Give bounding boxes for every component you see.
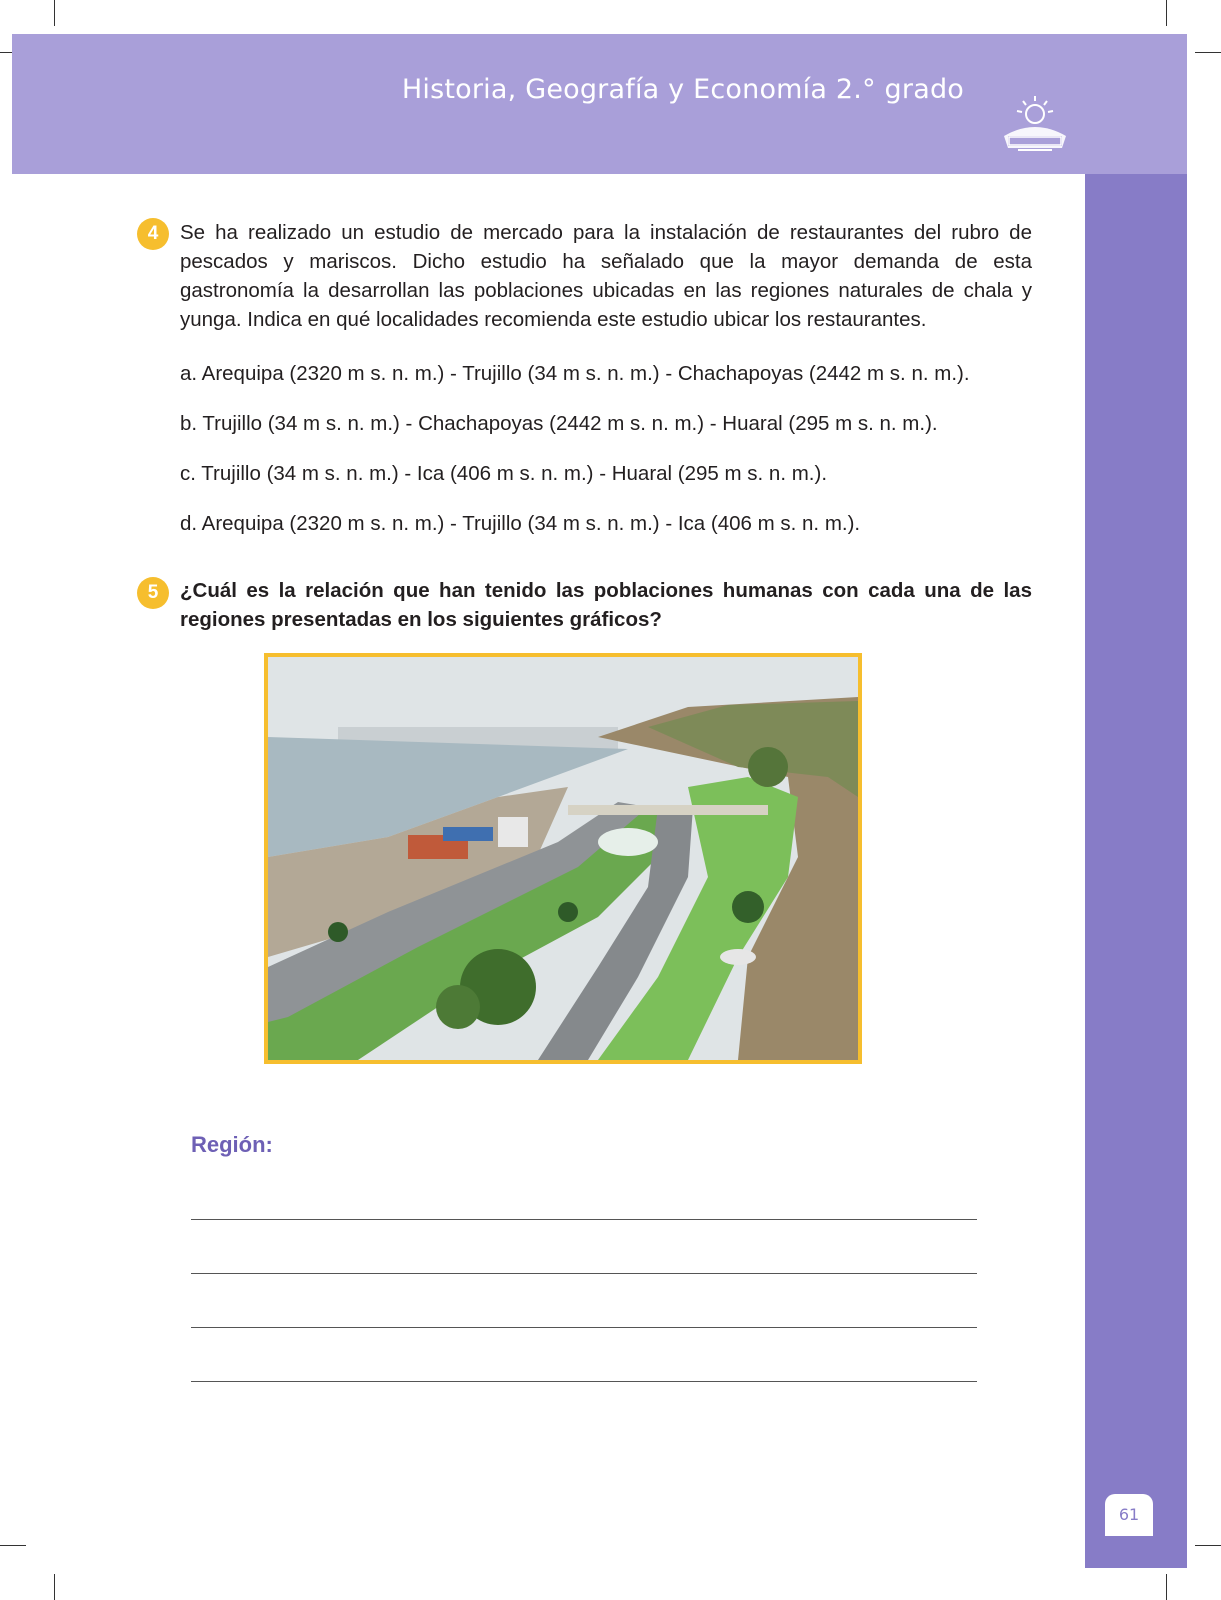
jornada-escolar-completa-logo (990, 92, 1080, 156)
side-bar (1085, 174, 1187, 1568)
crop-mark (54, 0, 55, 26)
answer-option-d: d. Arequipa (2320 m s. n. m.) - Trujillo (34 m s. n. m.) - Ica (406 m s. n. m.). (180, 512, 861, 535)
crop-mark (1166, 0, 1167, 26)
crop-mark (1195, 52, 1221, 53)
question-number-badge: 4 (137, 218, 169, 250)
answer-line[interactable] (191, 1381, 977, 1382)
answer-line[interactable] (191, 1273, 977, 1274)
answer-line[interactable] (191, 1327, 977, 1328)
crop-mark (0, 1545, 26, 1546)
crop-mark (1166, 1574, 1167, 1600)
page-number-tab (1105, 1494, 1153, 1536)
crop-mark (54, 1574, 55, 1600)
page-header-title: Historia, Geografía y Economía 2.° grado (401, 74, 964, 105)
answer-option-c: c. Trujillo (34 m s. n. m.) - Ica (406 m s. n. m.) - Huaral (295 m s. n. m.). (180, 462, 828, 485)
question-5-text: ¿Cuál es la relación que han tenido las poblaciones humanas con cada una de las regiones presentadas en los siguientes gráficos? (180, 579, 1032, 631)
answer-option-a: a. Arequipa (2320 m s. n. m.) - Trujillo (34 m s. n. m.) - Chachapoyas (2442 m s. n. m.). (180, 362, 970, 385)
question-number-badge: 5 (137, 577, 169, 609)
question-4-text: Se ha realizado un estudio de mercado para la instalación de restaurantes del rubro de pescados y mariscos. Dicho estudio ha señalado que la mayor demanda de esta gastronomía la desarrollan las poblaciones ubicadas en las regiones naturales de chala y yunga. Indica en qué localidades recomienda este estudio ubicar los restaurantes. (180, 221, 1032, 331)
answer-option-b: b. Trujillo (34 m s. n. m.) - Chachapoyas (2442 m s. n. m.) - Huaral (295 m s. n. m.). (180, 412, 938, 435)
page-number: 61 (1118, 1505, 1140, 1524)
region-label: Región: (191, 1132, 273, 1157)
answer-line[interactable] (191, 1219, 977, 1220)
crop-mark (1195, 1545, 1221, 1546)
coastal-city-photo (264, 653, 862, 1064)
